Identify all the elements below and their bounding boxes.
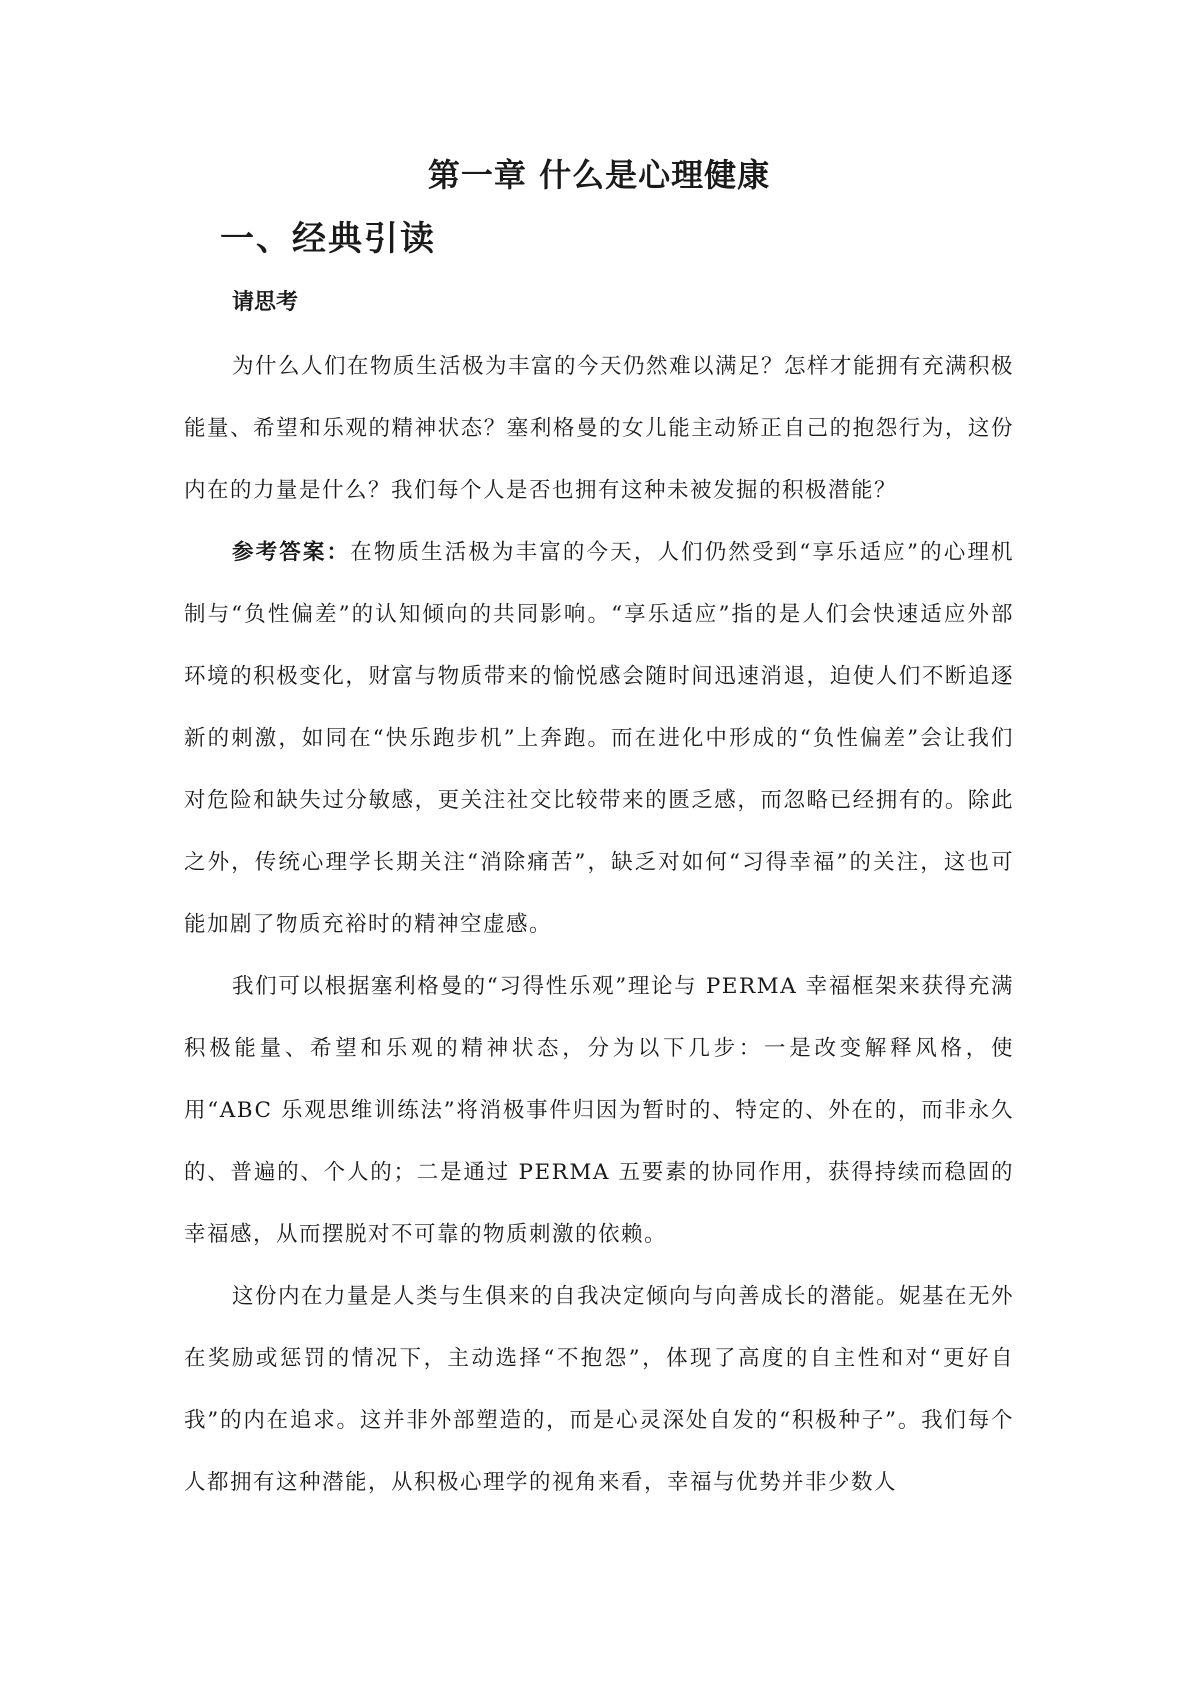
paragraph-inner-power [184,1266,1014,1514]
paragraph-text: 在物质生活极为丰富的今天，人们仍然受到“享乐适应”的心理机制与“负性偏差”的认知倾向的共同影响。“享乐适应”指的是人们会快速适应外部环境的积极变化，财富与物质带来的愉悦感会随时间迅速消退，迫使人们不断追逐新的刺激，如同在“快乐跑步机”上奔跑。而在进化中形成的“负性偏差”会让我们对危险和缺失过分敏感，更关注社交比较带来的匮乏感，而忽略已经拥有的。除此之外，传统心理学长期关注“消除痛苦”，缺乏对如何“习得幸福”的关注，这也可能加剧了物质充裕时的精神空虚感。 [184,540,1014,937]
page-content [184,148,1014,1514]
chapter-title: 第一章 什么是心理健康 [427,156,771,194]
sub-heading: 请思考 [232,289,299,315]
paragraph-text: 我们可以根据塞利格曼的“习得性乐观”理论与 PERMA 幸福框架来获得充满积极能量、希望和乐观的精神状态，分为以下几步：一是改变解释风格，使用“ABC 乐观思维训练法”将消极事件归因为暂时的、特定的、外在的，而非永久的、普遍的、个人的；二是通过 PERMA 五要素的协同作用，获得持续而稳固的幸福感，从而摆脱对不可靠的物质刺激的依赖。 [184,974,1014,1247]
answer-label: 参考答案： [232,540,351,565]
paragraph-question [184,336,1014,522]
paragraph-perma [184,956,1014,1266]
paragraph-answer [184,522,1014,956]
paragraph-text: 这份内在力量是人类与生俱来的自我决定倾向与向善成长的潜能。妮基在无外在奖励或惩罚的情况下，主动选择“不抱怨”，体现了高度的自主性和对“更好自我”的内在追求。这并非外部塑造的，而是心灵深处自发的“积极种子”。我们每个人都拥有这种潜能，从积极心理学的视角来看，幸福与优势并非少数人 [184,1284,1015,1495]
paragraph-text: 为什么人们在物质生活极为丰富的今天仍然难以满足？怎样才能拥有充满积极能量、希望和乐观的精神状态？塞利格曼的女儿能主动矫正自己的抱怨行为，这份内在的力量是什么？我们每个人是否也拥有这种未被发掘的积极潜能？ [184,354,1015,503]
section-heading: 一、经典引读 [220,219,436,259]
